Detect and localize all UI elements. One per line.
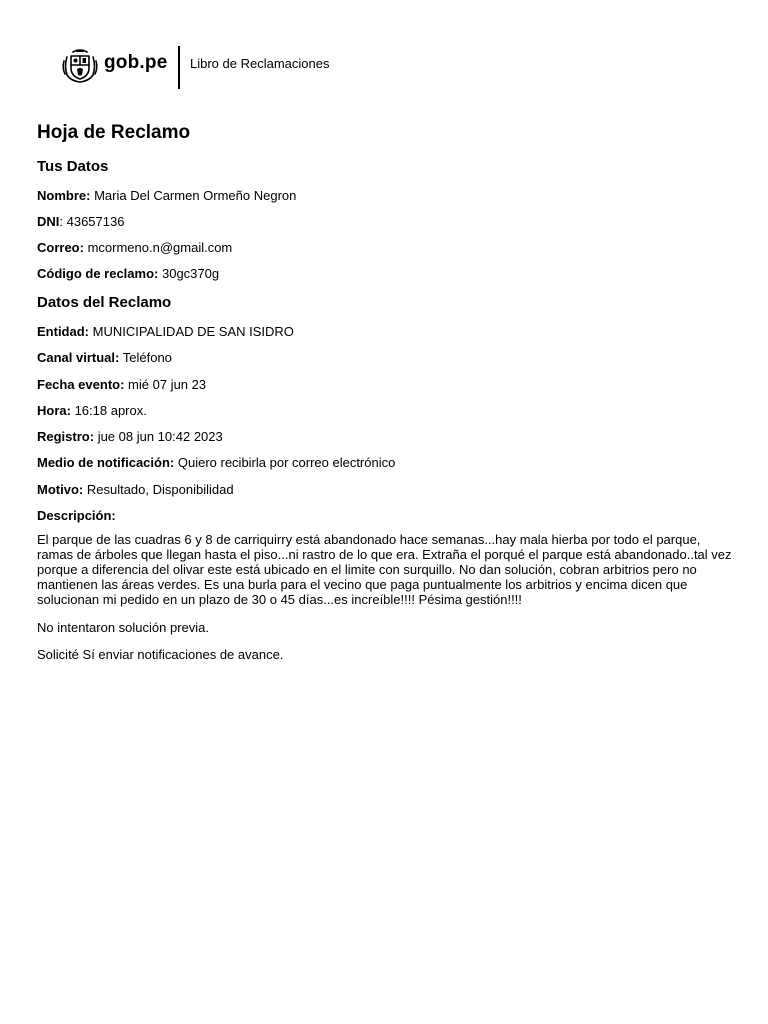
dni-value: : 43657136 [59,214,125,229]
channel-value: Teléfono [122,350,172,365]
claim-code-field [37,266,219,282]
peru-coat-of-arms-icon [61,48,99,84]
page-title: Hoja de Reclamo [37,122,191,143]
name-value: Maria Del Carmen Ormeño Negron [94,188,297,203]
reason-value: Resultado, Disponibilidad [86,482,234,497]
time-label: Hora: [37,403,71,418]
reason-field [37,482,234,498]
channel-field [37,350,172,366]
channel-label: Canal virtual: [37,350,120,365]
claim-code-value: 30gc370g [161,266,220,281]
time-value: 16:18 aprox. [74,403,147,418]
personal-data-heading: Tus Datos [37,158,109,175]
description-field [37,508,116,524]
entity-value: MUNICIPALIDAD DE SAN ISIDRO [92,324,294,339]
description-label: Descripción: [37,508,116,523]
notification-field [37,455,395,471]
claim-data-heading: Datos del Reclamo [37,294,172,311]
name-field [37,188,296,204]
notification-label: Medio de notificación: [37,455,175,470]
claim-code-label: Código de reclamo: [37,266,159,281]
notification-value: Quiero recibirla por correo electrónico [177,455,396,470]
email-label: Correo: [37,240,84,255]
section-name: Libro de Reclamaciones [190,56,330,71]
notifications-text: Solicité Sí enviar notificaciones de avance. [37,647,284,662]
time-field [37,403,147,419]
registration-field [37,429,223,445]
reason-label: Motivo: [37,482,84,497]
entity-field [37,324,294,340]
dni-label: DNI [37,214,60,229]
previous-solution-text: No intentaron solución previa. [37,620,209,635]
event-date-value: mié 07 jun 23 [128,377,207,392]
registration-value: jue 08 jun 10:42 2023 [97,429,223,444]
description-text: El parque de las cuadras 6 y 8 de carriquirry está abandonado hace semanas...hay mala hierba por todo el parque, ramas de árboles que llegan hasta el piso...ni rastro de lo que era. Extraña el porqué el parque está abandonado..tal vez porque a diferencia del olivar este está ubicado en el limite con surquillo. No dan solución, cobran arbitrios pero no mantienen las áreas verdes. Es una burla para el vecino que paga puntualmente los arbitrios y encima dicen que solucionan mi pedido en un plazo de 30 o 45 días...es increíble!!!! Pésima gestión!!!! [37,532,732,607]
entity-label: Entidad: [37,324,89,339]
event-date-label: Fecha evento: [37,377,125,392]
brand-name: gob.pe [104,52,168,73]
email-value: mcormeno.n@gmail.com [87,240,233,255]
name-label: Nombre: [37,188,91,203]
event-date-field [37,377,206,393]
header-divider [178,46,180,89]
registration-label: Registro: [37,429,95,444]
email-field [37,240,232,256]
page-header [0,0,768,100]
dni-field [37,214,124,230]
